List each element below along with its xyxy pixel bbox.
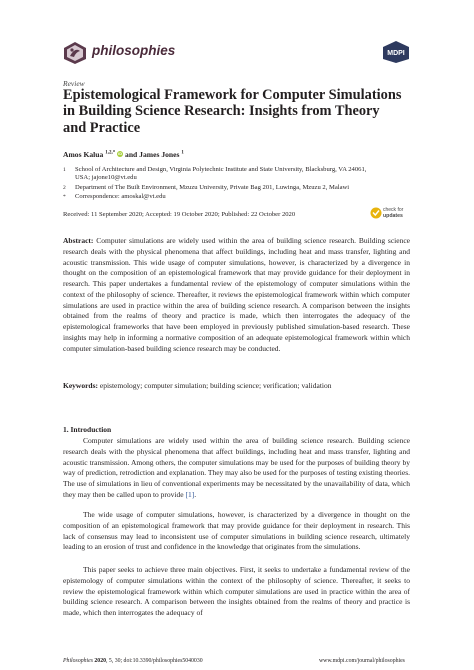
section-heading: 1. Introduction [63,425,112,434]
affiliation-mark: * [63,194,66,200]
mdpi-logo-text: MDPI [387,50,405,57]
abstract [63,236,410,354]
correspondence [63,193,375,201]
abstract-text: Computer simulations are widely used within the area of building science research. Building science research deals with the physical phenomena that affect buildings, including heat and mass transfer, lighting and acoustic transmission. This wide usage of computer simulations, however, is characterized by a divergence in thought on the composition of an epistemological framework that may provide guidance for their deployment in research. This paper undertakes a fundamental review of the epistemology of computer simulations within the context of the philosophy of science. Thereafter, it reviews the epistemological framework within which computer simulations are used in practice within the area of building science research. A comparison between the insights obtained from the realms of theory and practice is made, which then interrogates the adequacy of the epistemological frameworks that have been employed in previously published simulation-based research. These insights may help in informing a normative composition of an adequate epistemological framework within which computer simulation-based building science research may be conducted. [63,236,410,353]
affiliation-mark: 1 [63,167,66,173]
footer-citation: Philosophies 2020, 5, 30; doi:10.3390/philosophies5040030 [63,658,203,664]
author-name[interactable]: Amos Kalua [63,150,104,159]
keywords [63,381,332,390]
publication-dates: Received: 11 September 2020; Accepted: 19 October 2020; Published: 22 October 2020 [63,211,296,218]
article-type: Review [63,79,85,88]
check-for-updates-label[interactable]: check for updates [383,207,404,219]
keywords-label: Keywords: [63,381,98,390]
author-connector: and [125,150,138,159]
journal-name: philosophies [92,43,176,58]
footer-journal-url[interactable]: www.mdpi.com/journal/philosophies [319,658,405,664]
body-paragraph: This paper seeks to achieve three main objectives. First, it seeks to undertake a fundamental review of the epistemology of computer simulations within the context of the philosophy of science. Thereafter, it seeks to review the epistemological framework within which computer simulations are used in practice within the area of building science research. A comparison between the insights obtained from the realms of theory and practice is made, which then interrogates the adequacy of [63,565,410,617]
correspondence-text: Correspondence: amoskal@vt.edu [75,193,166,200]
author-affiliation-marks: 1 [181,150,184,156]
affiliation-mark: 2 [63,185,66,191]
paper-title: Epistemological Framework for Computer Simulations in Building Science Research: Insights from Theory and Practice [63,87,402,136]
body-paragraph: Computer simulations are widely used within the area of building science research. Building science research deals with the physical phenomena that affect buildings, including heat and mass transfer, lighting and acoustic transmission. Among others, the computer simulations may be used for the purposes of building theory by way of prediction, retrodiction and explanation. They may also be used for the purposes of testing existing theories. The use of simulations in lieu of conventional experiments may be necessitated by the unavailability of data, which they may then be called upon to provide [1]. [63,436,410,499]
affiliation-text: Department of The Built Environment, Mzuzu University, Private Bag 201, Luwinga, Mzuzu 2, Malawi [75,184,350,191]
philosophies-logo-icon [63,41,87,65]
affiliation-text: School of Architecture and Design, Virginia Polytechnic Institute and State University, Blacksburg, VA 24061, USA; jajone10@vt.edu [75,166,367,182]
author-line [63,150,184,159]
affiliation [63,184,415,192]
citation-link[interactable]: [1] [185,489,195,499]
author-name[interactable]: James Jones [139,150,180,159]
body-paragraph: The wide usage of computer simulations, however, is characterized by a divergence in thought on the composition of an epistemological framework that may provide guidance for their deployment in research. This lack of consensus may lead to inconsistent use of computer simulations in building science research, ultimately leading to an erosion of trust and confidence in the knowledge that originates from the simulations. [63,510,410,552]
keywords-text: epistemology; computer simulation; building science; verification; validation [99,381,332,390]
affiliation [63,166,375,182]
abstract-label: Abstract: [63,236,94,245]
check-for-updates-icon[interactable] [370,206,382,220]
orcid-icon[interactable]: iD [118,151,123,156]
author-affiliation-marks: 1,2,* [105,150,116,156]
